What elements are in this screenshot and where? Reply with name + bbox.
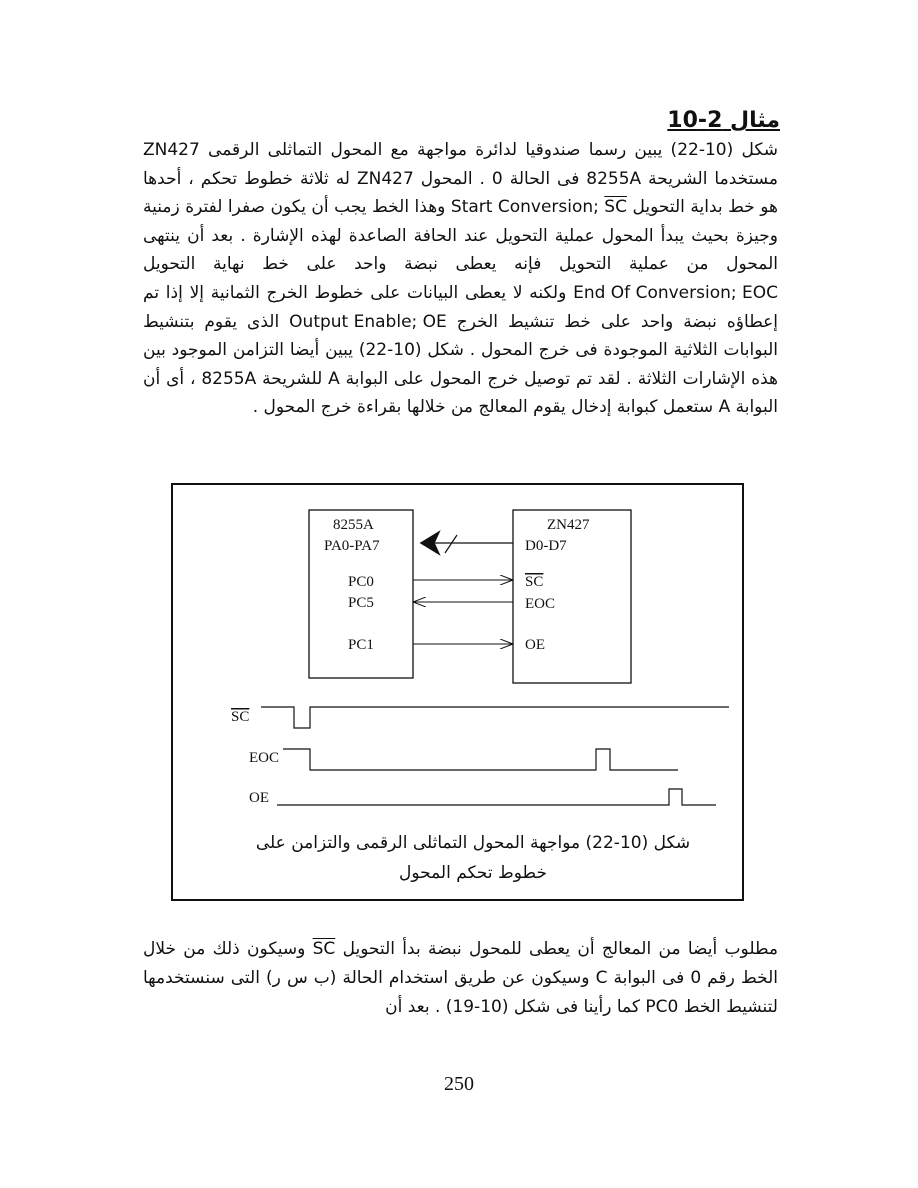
text-run: له ثلاثة خطوط تحكم ، أحدها هو خط بداية التحويل <box>143 168 779 218</box>
pin-oe-label: OE <box>525 637 545 653</box>
text-run: الذى يقوم بتنشيط البوابات الثلاثية الموجودة فى خرج المحول . شكل (10-22) يبين أيضا التزامن الموجود بين هذه الإشارات الثلاثة . لقد تم توصيل خرج المحول على البوابة A للشريحة <box>143 311 779 389</box>
signal-sc: $\overline{SC}$ <box>312 939 336 959</box>
text-run: شكل (10-22) يبين رسما صندوقيا لدائرة مواجهة مع المحول التماثلى الرقمى <box>208 140 778 160</box>
text-run: مستخدما الشريحة <box>648 168 778 189</box>
chip-name: 8255A <box>586 168 642 189</box>
text-run: ولكنه لا يعطى البيانات على خطوط الخرج الثمانية إلا إذا تم إعطاؤه نبضة واحد على خط تنشيط الخرج <box>143 282 779 332</box>
signal-oe: Output Enable; OE <box>289 311 447 332</box>
pin-pc5-label: PC5 <box>348 595 374 611</box>
timing-sc-label: SC <box>231 709 250 725</box>
port-pa-label: PA0-PA7 <box>324 538 380 554</box>
timing-eoc-label: EOC <box>249 750 279 766</box>
port-d-label: D0-D7 <box>525 538 567 554</box>
caption-line-1: شكل (10-22) مواجهة المحول التماثلى الرقمى والتزامن على <box>255 833 691 853</box>
chip-name: ZN427 <box>356 168 414 189</box>
signal-name <box>451 193 627 222</box>
sc-waveform <box>261 707 729 728</box>
text-run: مطلوب أيضا من المعالج أن يعطى للمحول نبضة بدأ التحويل <box>342 939 779 959</box>
signal-sc: $\overline{SC}$ <box>604 197 627 218</box>
eoc-waveform <box>283 749 678 770</box>
chip-8255a-label: 8255A <box>333 517 374 533</box>
caption-line-2: خطوط تحكم المحول <box>398 863 547 883</box>
figure-caption <box>233 828 713 888</box>
timing-oe-label: OE <box>249 790 269 806</box>
pin-sc-label: SC <box>525 574 544 590</box>
text-run: وهذا الخط يجب أن يكون صفرا لفترة زمنية وجيزة بحيث يبدأ المحول عملية التحويل عند الحافة الصاعدة لهذه الإشارة . بعد أن ينتهى المحول من عملية التحويل فإنه يعطى نبضة واحد على خط نهاية التحويل <box>143 197 778 275</box>
chip-name: 8255A <box>201 368 257 389</box>
pin-pc0-label: PC0 <box>348 574 374 590</box>
page-number: 250 <box>444 1073 474 1095</box>
oe-waveform <box>277 789 716 805</box>
signal-full-name: Start Conversion; <box>450 197 599 218</box>
figure-frame <box>171 483 744 901</box>
signal-eoc: End Of Conversion; EOC <box>573 282 779 303</box>
example-heading: مثال 2-10 <box>667 108 780 133</box>
text-run: كما رأينا فى شكل (10-19) . بعد أن <box>385 997 640 1017</box>
text-run: وسيكون ذلك من خلال الخط رقم 0 فى البوابة C وسيكون عن طريق استخدام الحالة (ب س ر) التى سنستخدمها لتنشيط الخط <box>143 939 778 1017</box>
paragraph-2 <box>143 935 778 1022</box>
chip-name: ZN427 <box>143 140 200 160</box>
paragraph-1 <box>143 136 778 422</box>
text-run: ، أى أن البوابة A ستعمل كبوابة إدخال يقوم المعالج من خلالها بقراءة خرج المحول . <box>143 368 778 418</box>
bus-slash <box>445 535 457 553</box>
pin-pc1-label: PC1 <box>348 637 374 653</box>
pin-name: PC0 <box>645 997 679 1017</box>
pin-eoc-label: EOC <box>525 596 555 612</box>
chip-zn427-label: ZN427 <box>547 517 590 533</box>
text-run: فى الحالة 0 . المحول <box>420 168 580 189</box>
